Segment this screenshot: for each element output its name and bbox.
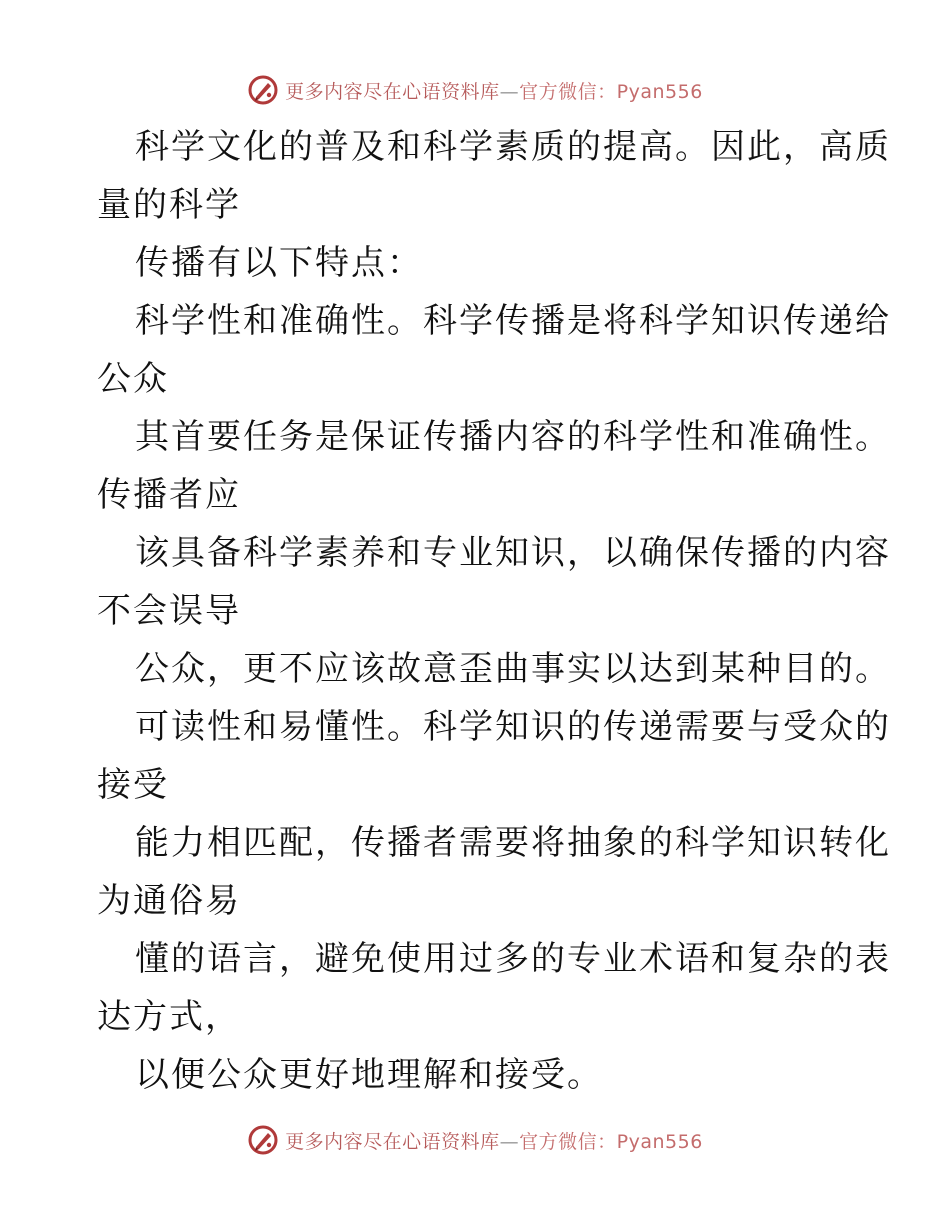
footer-banner [0, 1120, 950, 1160]
header-banner-dash: — [499, 80, 520, 103]
header-banner-text [285, 77, 703, 104]
document-body [97, 118, 891, 1104]
header-banner-title: 更多内容尽在心语资料库 [285, 80, 500, 103]
body-line: 不会误导 [97, 591, 241, 631]
body-line: 可读性和易懂性。科学知识的传递需要与受众的 [135, 707, 891, 747]
body-line: 能力相匹配，传播者需要将抽象的科学知识转化 [135, 823, 891, 863]
body-line: 以便公众更好地理解和接受。 [135, 1055, 603, 1095]
body-line: 懂的语言，避免使用过多的专业术语和复杂的表 [135, 939, 891, 979]
body-line: 其首要任务是保证传播内容的科学性和准确性。 [135, 417, 891, 457]
body-line: 传播有以下特点： [135, 243, 423, 283]
footer-banner-title: 更多内容尽在心语资料库 [285, 1130, 500, 1153]
footer-banner-text [285, 1127, 703, 1154]
header-banner-contact: 官方微信：Pyan556 [519, 80, 703, 103]
footer-banner-dash: — [499, 1130, 520, 1153]
body-line: 为通俗易 [97, 881, 241, 921]
header-banner [0, 70, 950, 110]
body-line: 科学性和准确性。科学传播是将科学知识传递给 [135, 301, 891, 341]
pen-logo-icon [247, 74, 279, 106]
body-line: 科学文化的普及和科学素质的提高。因此，高质 [135, 127, 891, 167]
body-line: 接受 [97, 765, 169, 805]
body-line: 传播者应 [97, 475, 241, 515]
body-line: 量的科学 [97, 185, 241, 225]
footer-banner-contact: 官方微信：Pyan556 [519, 1130, 703, 1153]
body-line: 公众，更不应该故意歪曲事实以达到某种目的。 [135, 649, 891, 689]
body-line: 达方式， [97, 997, 241, 1037]
body-line: 公众 [97, 359, 169, 399]
pen-logo-icon [247, 1124, 279, 1156]
body-line: 该具备科学素养和专业知识，以确保传播的内容 [135, 533, 891, 573]
